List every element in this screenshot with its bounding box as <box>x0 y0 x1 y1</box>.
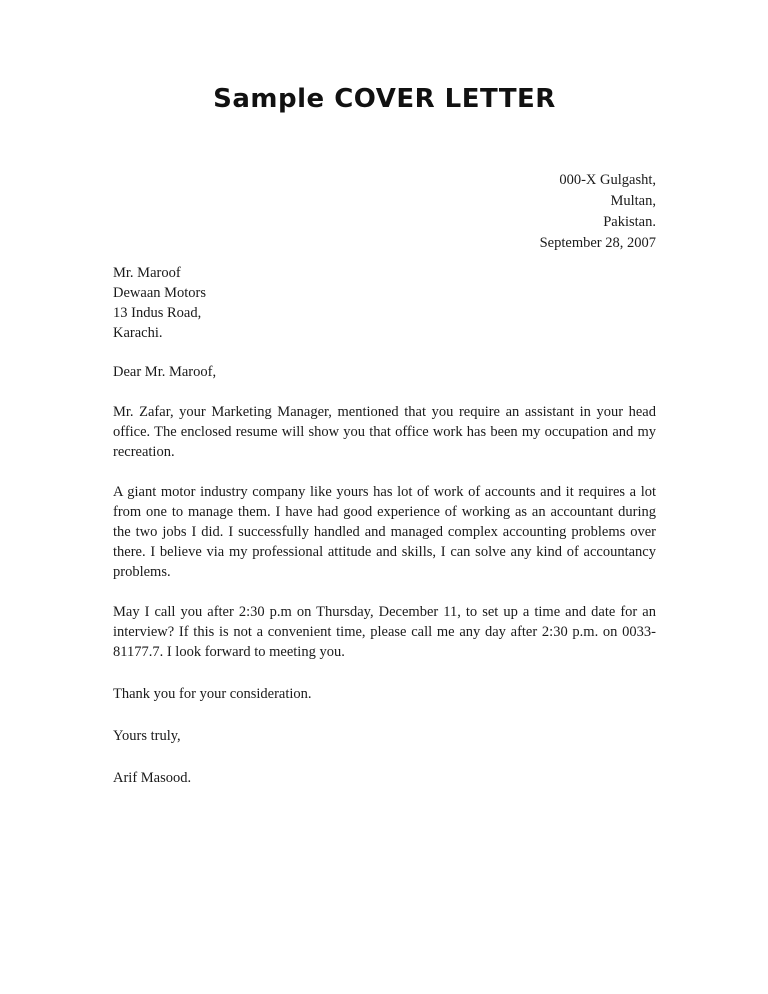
signature-name: Arif Masood. <box>113 770 192 786</box>
letter-date: September 28, 2007 <box>539 235 656 251</box>
body-paragraph: May I call you after 2:30 p.m on Thursday, December 11, to set up a time and date for an interview? If this is not a convenient time, please call me any day after 2:30 p.m. on 0033-81177.7. I look forward to meeting you. <box>113 604 656 660</box>
sender-address-line: Pakistan. <box>603 214 656 230</box>
recipient-address-block <box>113 263 656 343</box>
recipient-city: Karachi. <box>113 325 163 341</box>
sender-address-line: 000-X Gulgasht, <box>559 172 656 188</box>
sender-address-line: Multan, <box>610 193 656 209</box>
body-paragraph: Mr. Zafar, your Marketing Manager, mentioned that you require an assistant in your head office. The enclosed resume will show you that office work has been my occupation and my recreation. <box>113 404 656 460</box>
document-title: Sample COVER LETTER <box>213 84 556 114</box>
recipient-street: 13 Indus Road, <box>113 305 202 321</box>
thanks-line: Thank you for your consideration. <box>113 686 312 702</box>
sender-address-block <box>113 170 656 254</box>
recipient-name: Mr. Maroof <box>113 265 181 281</box>
recipient-company: Dewaan Motors <box>113 285 207 301</box>
closing-line: Yours truly, <box>113 728 181 744</box>
body-paragraph: A giant motor industry company like yours has lot of work of accounts and it requires a lot from one to manage them. I have had good experience of working as an accountant during the two jobs I did. I successfully handled and managed complex accounting problems over there. I believe via my professional attitude and skills, I can solve any kind of accountancy problems. <box>113 484 656 580</box>
salutation: Dear Mr. Maroof, <box>113 364 217 380</box>
